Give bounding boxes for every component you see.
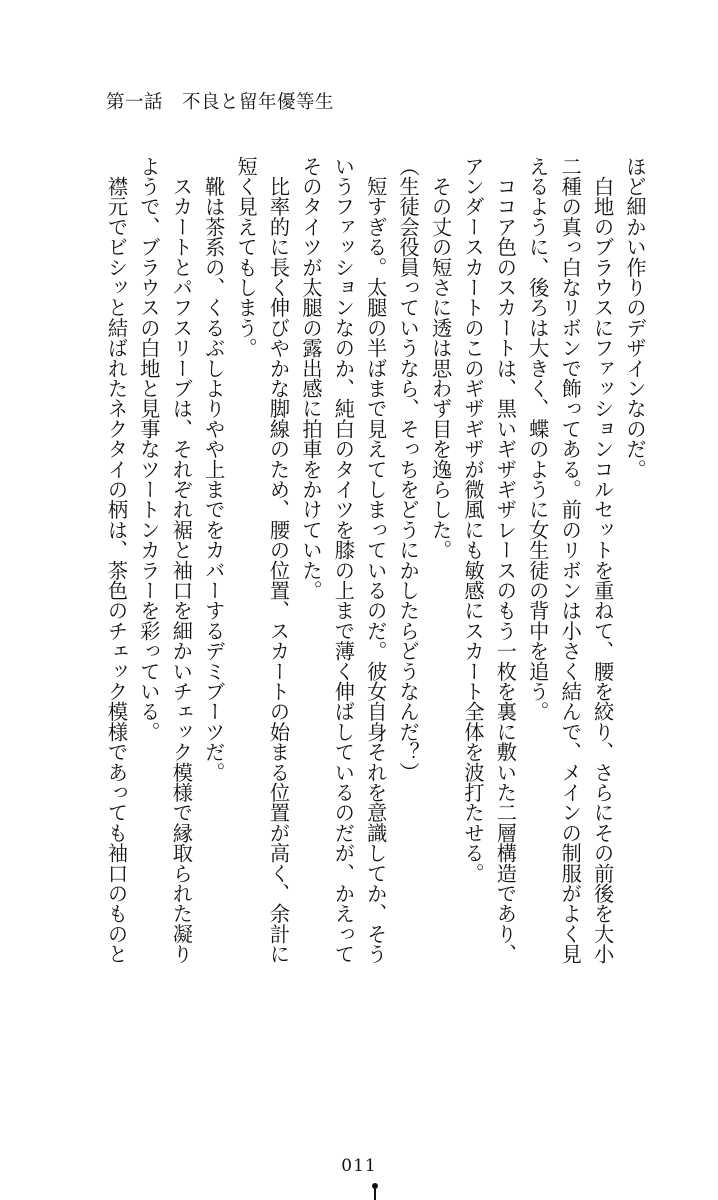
text-line: そのタイツが太腿の露出感に拍車をかけていた。 [298,156,323,601]
text-line: ココア色のスカートは、黒いギザギザレースのもう一枚を裏に敷いた二層構造であり、 [493,156,518,964]
chapter-header: 第一話 不良と留年優等生 [106,92,335,113]
text-line: 襟元でビシッと結ばれたネクタイの柄は、茶色のチェック模様であっても袖口のものと [104,156,129,964]
text-line: 二種の真っ白なリボンで飾ってある。前のリボンは小さく結んで、メインの制服がよく見 [558,156,583,964]
page-number: 011 [341,1156,377,1176]
text-line: ようで、ブラウスの白地と見事なツートンカラーを彩っている。 [136,156,161,742]
text-line: 短すぎる。太腿の半ばまで見えてしまっているのだ。彼女自身それを意識してか、そう [363,156,388,964]
text-line: その丈の短さに透は思わず目を逸らした。 [428,156,453,560]
text-line: 靴は茶系の、くるぶしよりやや上までをカバーするデミブーツだ。 [201,156,226,783]
vertical-body-text [100,156,651,996]
page-marker-tick [374,1189,376,1200]
text-line: 白地のブラウスにファッションコルセットを重ねて、腰を絞り、さらにその前後を大小 [590,156,615,964]
text-line: 短く見えてもしまう。 [234,156,259,358]
text-line: えるように、後ろは大きく、蝶のように女生徒の背中を追う。 [525,156,550,722]
text-line: アンダースカートのこのギザギザが微風にも敏感にスカート全体を波打たせる。 [460,156,485,884]
text-line: ほど細かい作りのデザインなのだ。 [623,156,647,480]
text-line: （生徒会役員っていうなら、そっちをどうにかしたらどうなんだ？） [396,156,421,783]
text-line: いうファッションなのか、純白のタイツを膝の上まで薄く伸ばしているのだが、かえって [331,156,356,964]
text-line: 比率的に長く伸びやかな脚線のため、腰の位置、スカートの始まる位置が高く、余計に [266,156,291,965]
text-line: スカートとパフスリーブは、それぞれ裾と袖口を細かいチェック模様で縁取られた凝り [169,156,194,964]
